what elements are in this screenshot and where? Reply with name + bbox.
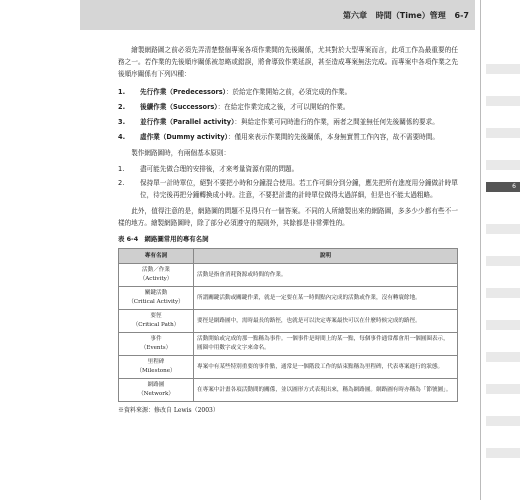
relation-number: 2. (118, 103, 126, 111)
term-zh: 活動／作業 (142, 267, 170, 273)
rail-divider (480, 0, 481, 500)
term-cell (119, 287, 194, 310)
relation-item (118, 131, 458, 143)
relation-term: 先行作業（Predecessors） (140, 88, 226, 96)
table-row (119, 287, 458, 310)
term-en: （Milestone） (136, 368, 176, 374)
active-tab-number: 6 (512, 183, 516, 190)
terms-table (118, 248, 458, 402)
term-en: （Events） (140, 345, 172, 351)
chapter-tabs-rail (480, 0, 520, 500)
principles-list (118, 163, 458, 201)
term-cell (119, 333, 194, 356)
page-content (118, 44, 458, 417)
term-zh: 網路圖 (147, 382, 165, 388)
desc-cell: 專案中有某些特別重要的事件點，通常是一個階段工作的結束點稱為里程碑，代表專案進行的狀態。 (194, 356, 458, 379)
table-caption: 表 6-4 網路圖常用的專有名詞 (118, 235, 209, 243)
desc-cell: 在專案中計畫各項活動間的關係，並以圖形方式表現出來，稱為網路圖。網路圖有時亦稱為「節號圖」。 (194, 379, 458, 402)
term-zh: 里程碑 (147, 359, 165, 365)
principle-item (118, 163, 458, 175)
table-row (119, 333, 458, 356)
term-cell (119, 356, 194, 379)
chapter-tab (486, 448, 520, 458)
term-cell (119, 310, 194, 333)
chapter-title: 時間（Time）管理 (375, 11, 446, 20)
relation-desc: ：在給定作業完成之後，才可以開始的作業。 (217, 103, 350, 111)
chapter-tab (486, 160, 520, 170)
desc-cell: 活動開始或完成的那一點稱為事件。一個事件是時間上的某一點，每個事件通常都會用一個圓圈表示，圓圈中用數字或文字來命名。 (194, 333, 458, 356)
page-number: 6-7 (454, 11, 469, 20)
intro-paragraph: 繪製網路圖之前必須先弄清楚整個專案各項作業間的先後關係，尤其對於大型專案而言，此項工作為最重要的任務之一。若作業的先後順序關係被忽略或錯誤，將會導致作業延誤，甚至造成專案無法完成。而專案中各項作業之先後順序關係有下列四種： (118, 46, 458, 78)
term-cell (119, 379, 194, 402)
relation-number: 1. (118, 88, 126, 96)
relations-list (118, 86, 458, 143)
relation-number: 4. (118, 133, 126, 141)
desc-cell: 所謂關鍵活動或關鍵作業，就是一定要在某一時間點內完成的活動或作業，沒有轉寰餘地。 (194, 287, 458, 310)
term-zh: 關鍵活動 (144, 290, 168, 296)
principle-text: 保持單一計時單位，絕對不要把小時和分鐘混合使用。若工作可細分到分鐘，應先把所有進度用分鐘做計時單位，待完後再把分鐘轉換成小時。注意，不要把計畫的計時單位做得太過詳細，但是也不能太過粗略。 (140, 179, 458, 199)
table-row (119, 356, 458, 379)
term-en: （Network） (138, 391, 174, 397)
table-header-desc: 說明 (194, 249, 458, 264)
principle-number: 2. (118, 179, 125, 187)
chapter-tab (486, 288, 520, 298)
header-text (337, 10, 469, 21)
table-row (119, 310, 458, 333)
relation-desc: ：於給定作業開始之前，必須完成的作業。 (225, 88, 352, 96)
term-en: （Critical Activity） (128, 299, 184, 305)
term-zh: 要徑 (150, 313, 162, 319)
chapter-tab (486, 256, 520, 266)
relation-desc: ：僅用來表示作業間的先後關係，本身無實質工作內容，故不需要時間。 (227, 133, 439, 141)
chapter-tab (486, 384, 520, 394)
chapter-tab (486, 320, 520, 330)
chapter-tab (486, 64, 520, 74)
source-note: ※資料來源：修改自 Lewis（2003） (118, 407, 219, 414)
relation-term: 虛作業（Dummy activity） (140, 133, 228, 141)
relation-item (118, 86, 458, 98)
chapter-tab (486, 416, 520, 426)
relation-term: 後續作業（Successors） (140, 103, 218, 111)
principle-item (118, 177, 458, 201)
table-row (119, 379, 458, 402)
principle-text: 盡可能先做合理的安排後，才來考量資源有限的問題。 (140, 165, 299, 173)
table-row (119, 264, 458, 287)
table-header-term: 專有名詞 (119, 249, 194, 264)
term-en: （Activity） (139, 276, 173, 282)
chapter-tab-active (486, 182, 520, 192)
term-cell (119, 264, 194, 287)
relation-term: 並行作業（Parallel activity） (140, 118, 235, 126)
closing-paragraph: 此外，值得注意的是，網路圖的問題不見得只有一個答案。不同的人所繪製出來的網路圖，多多少少都有些不一樣的地方。繪製網路圖時，除了部分必須遵守的規則外，其餘都是非常彈性的。 (118, 207, 458, 227)
term-zh: 事件 (150, 336, 162, 342)
desc-cell: 活動是指會消耗資源或時間的作業。 (194, 264, 458, 287)
relation-item (118, 116, 458, 128)
relation-number: 3. (118, 118, 126, 126)
desc-cell: 要徑是網路圖中，需時最長的路徑，也就是可以決定專案最快可以在什麼時候完成的路徑。 (194, 310, 458, 333)
page-header (80, 0, 475, 30)
chapter-label: 第六章 (342, 11, 367, 20)
chapter-tab (486, 128, 520, 138)
principle-number: 1. (118, 165, 125, 173)
chapter-tab (486, 352, 520, 362)
table-header-row (119, 249, 458, 264)
chapter-tab (486, 224, 520, 234)
relation-item (118, 101, 458, 113)
chapter-tab (486, 96, 520, 106)
relation-desc: ：與給定作業可同時進行的作業，兩者之間並無任何先後關係的要求。 (234, 118, 439, 126)
term-en: （Critical Path） (132, 322, 180, 328)
principles-intro: 製作網路圖時，有兩個基本原則： (131, 149, 231, 157)
